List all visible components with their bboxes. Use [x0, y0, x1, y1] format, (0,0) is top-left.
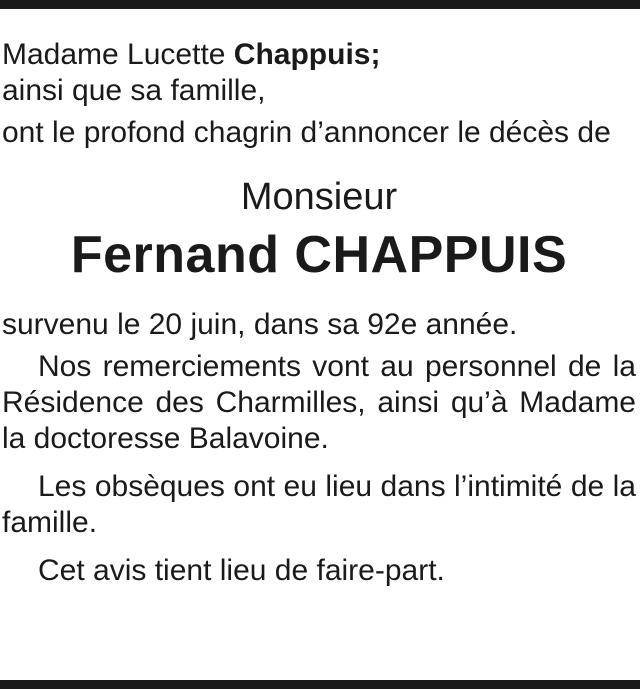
announcer-surname: Chappuis; — [233, 38, 381, 71]
bottom-border-rule — [0, 680, 640, 689]
funeral-paragraph: Les obsèques ont eu lieu dans l’intimité de la famille. — [2, 470, 636, 539]
announcement-text: ont le profond chagrin d’annoncer le décès de — [2, 116, 611, 149]
family-line: ainsi que sa famille, — [2, 74, 266, 107]
top-border-rule — [0, 0, 640, 9]
closing-line: Cet avis tient lieu de faire-part. — [38, 554, 445, 587]
deceased-name: Fernand CHAPPUIS — [70, 226, 568, 284]
thanks-paragraph: Nos remerciements vont au personnel de la Résidence des Charmilles, ainsi qu’à Madame la doctoresse Balavoine. — [2, 350, 636, 455]
death-info: survenu le 20 juin, dans sa 92e année. — [2, 308, 518, 341]
death-notice — [2, 37, 636, 589]
announcer-line — [2, 37, 636, 73]
announcer-prefix: Madame Lucette — [2, 38, 234, 71]
honorific: Monsieur — [240, 176, 398, 218]
